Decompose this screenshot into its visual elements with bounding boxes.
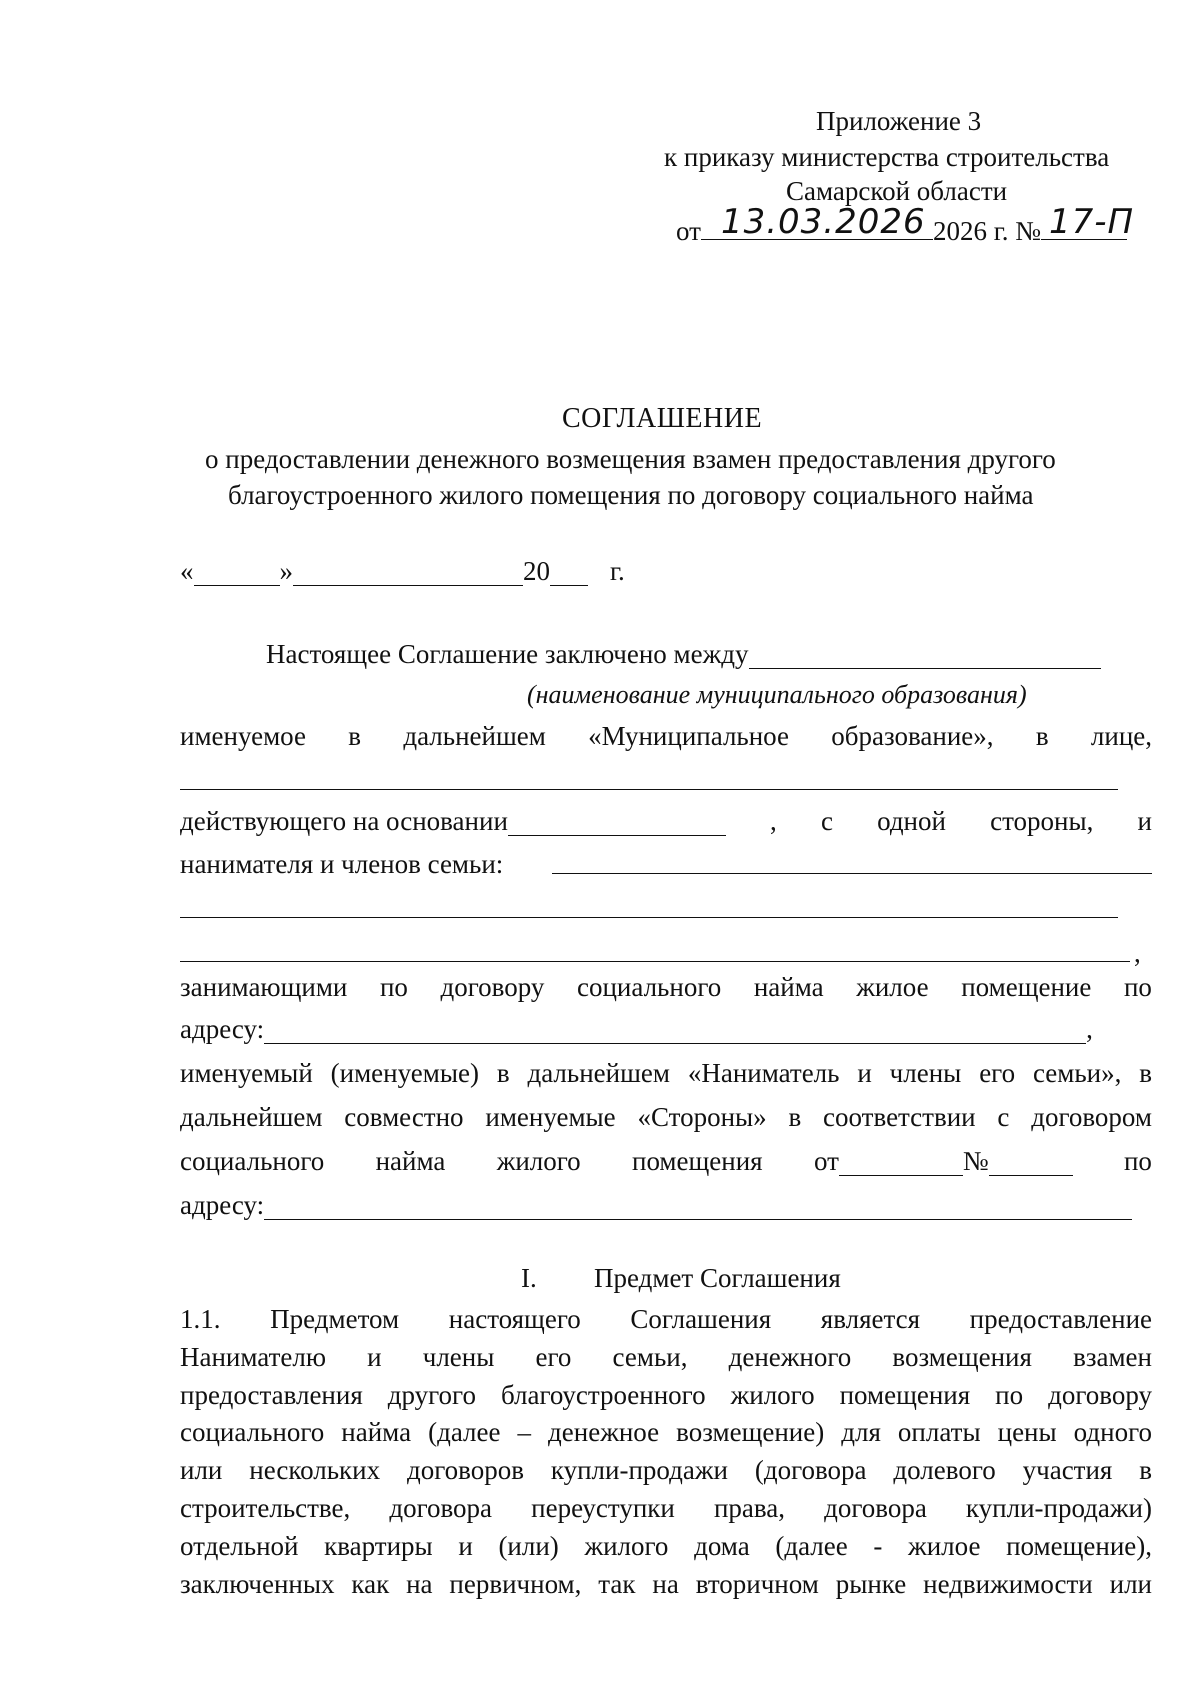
year-field[interactable] — [550, 558, 588, 586]
from-prefix: от — [676, 216, 701, 246]
tenant-members-field-3[interactable] — [180, 961, 1130, 962]
year-suffix: г. — [610, 556, 625, 586]
word: лице, — [1090, 721, 1152, 751]
word: жилого — [496, 1146, 581, 1176]
occupying-line — [180, 974, 1152, 1001]
comma: , — [1086, 1014, 1093, 1044]
word: по — [379, 972, 408, 1002]
region-line: Самарской области — [786, 176, 1008, 206]
word: дальнейшем — [403, 721, 546, 751]
word: «Муниципальное — [588, 721, 789, 751]
paragraph-line: предоставления другого благоустроенного жилого помещения по договору — [180, 1379, 1152, 1410]
word: от — [813, 1146, 839, 1176]
address-line-1 — [180, 1016, 1093, 1044]
address-line-2 — [180, 1192, 1132, 1220]
paragraph-line: отдельной квартиры и (или) жилого дома (далее - жилое помещение), — [180, 1530, 1152, 1561]
comma: , — [770, 806, 777, 836]
word: и — [1137, 806, 1152, 836]
address-field-2[interactable] — [264, 1192, 1132, 1220]
handwritten-number: 17-П — [1049, 202, 1135, 242]
municipality-field[interactable] — [749, 641, 1101, 669]
word: одной — [877, 806, 946, 836]
word: помещения — [632, 1146, 763, 1176]
named-tenant-text: именуемый (именуемые) в дальнейшем «Наниматель и члены его семьи», в — [180, 1058, 1152, 1088]
representative-field[interactable] — [180, 789, 1118, 790]
document-subtitle-1: о предоставлении денежного возмещения взамен предоставления другого — [205, 444, 1056, 474]
document-subtitle-2: благоустроенного жилого помещения по договору социального найма — [228, 480, 1034, 510]
date-field — [701, 202, 933, 242]
month-field[interactable] — [293, 558, 523, 586]
contract-date-group — [814, 1148, 1073, 1176]
tenant-members-field[interactable] — [552, 873, 1152, 874]
address-label: адресу: — [180, 1190, 265, 1220]
paragraph-line: заключенных как на первичном, так на вторичном рынке недвижимости или — [180, 1568, 1152, 1599]
word: в — [348, 721, 362, 751]
jointly-named-text: дальнейшем совместно именуемые «Стороны» в соответствии с договором — [180, 1102, 1152, 1132]
contract-date-field[interactable] — [839, 1148, 963, 1176]
concluded-text: Настоящее Соглашение заключено между — [266, 639, 749, 669]
tenant-members-field-2[interactable] — [180, 917, 1118, 918]
number-sign: № — [962, 1146, 989, 1176]
order-line: к приказу министерства строительства — [664, 142, 1110, 172]
word: жилое — [856, 972, 929, 1002]
year-number-label: 2026 г. № — [932, 216, 1041, 246]
paragraph-line: строительстве, договора переуступки права, договора купли-продажи) — [180, 1492, 1152, 1523]
handwritten-date: 13.03.2026 — [720, 202, 926, 242]
acting-basis-label: действующего на основании — [180, 806, 508, 836]
section-numeral: I. — [521, 1263, 537, 1293]
municipality-caption: (наименование муниципального образования) — [527, 680, 1027, 709]
agreement-date-line — [180, 558, 625, 586]
year-prefix: 20 — [523, 556, 550, 586]
concluded-between — [266, 641, 1101, 669]
appendix-title: Приложение 3 — [816, 106, 982, 136]
word: социального — [180, 1146, 325, 1176]
word: помещение — [961, 972, 1092, 1002]
paragraph-line: или нескольких договоров купли-продажи (договора долевого участия в — [180, 1455, 1152, 1486]
paragraph-line: Нанимателю и члены его семьи, денежного возмещения взамен — [180, 1341, 1152, 1372]
document-title: СОГЛАШЕНИЕ — [562, 403, 763, 434]
word: с — [820, 806, 833, 836]
word: найма — [753, 972, 824, 1002]
contract-line — [180, 1148, 1152, 1176]
address-field[interactable] — [264, 1016, 1086, 1044]
day-field[interactable] — [194, 558, 280, 586]
section-paragraph — [180, 1301, 1152, 1603]
word: социального — [576, 972, 722, 1002]
order-date-line — [676, 202, 1135, 246]
word: в — [1035, 721, 1049, 751]
word: по — [1123, 1146, 1152, 1176]
word: найма — [375, 1146, 446, 1176]
tenant-members-end-comma: , — [1134, 938, 1141, 968]
basis-field[interactable] — [508, 808, 726, 836]
word: договору — [440, 972, 545, 1002]
section-heading: Предмет Соглашения — [594, 1263, 841, 1293]
word: занимающими — [180, 972, 348, 1002]
paragraph-line: 1.1. Предметом настоящего Соглашения является предоставление — [180, 1304, 1152, 1334]
address-label: адресу: — [180, 1014, 265, 1044]
word: образование», — [831, 721, 994, 751]
contract-number-field[interactable] — [989, 1148, 1073, 1176]
acting-basis-group — [180, 808, 726, 836]
named-municipal-line — [180, 723, 1152, 750]
named-tenant-line — [180, 1060, 1152, 1087]
open-quote: « — [180, 556, 194, 586]
close-quote: » — [279, 556, 293, 586]
word: именуемое — [180, 721, 306, 751]
word: по — [1123, 972, 1152, 1002]
number-field — [1041, 202, 1135, 242]
word: стороны, — [990, 806, 1094, 836]
acting-basis-line — [180, 808, 1152, 836]
paragraph-line: социального найма (далее – денежное возмещение) для оплаты цены одного — [180, 1417, 1152, 1448]
tenant-members-label: нанимателя и членов семьи: — [180, 849, 504, 879]
jointly-named-line — [180, 1104, 1152, 1131]
